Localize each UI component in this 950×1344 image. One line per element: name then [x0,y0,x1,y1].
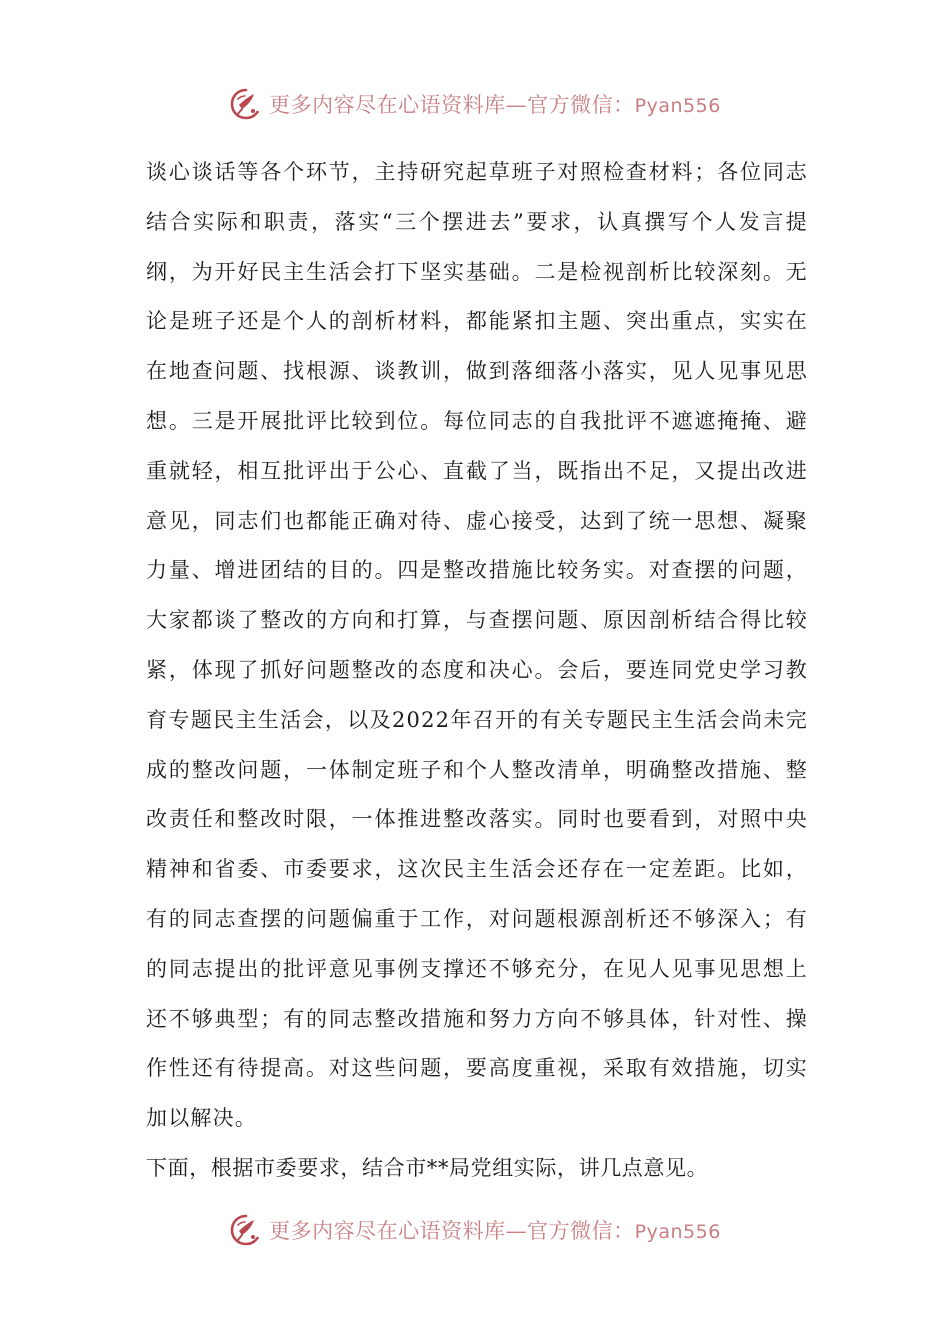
pen-nib-seal-icon [229,1213,263,1247]
body-paragraph-2: 下面，根据市委要求，结合市**局党组实际，讲几点意见。 [146,1155,709,1180]
body-paragraph-1: 谈心谈话等各个环节，主持研究起草班子对照检查材料；各位同志结合实际和职责，落实“三个摆进去”要求，认真撰写个人发言提纲，为开好民主生活会打下坚实基础。二是检视剖析比较深刻。无论是班子还是个人的剖析材料，都能紧扣主题、突出重点，实实在在地查问题、找根源、谈教训，做到落细落小落实，见人见事见思想。三是开展批评比较到位。每位同志的自我批评不遮遮掩掩、避重就轻，相互批评出于公心、直截了当，既指出不足，又提出改进意见，同志们也都能正确对待、虚心接受，达到了统一思想、凝聚力量、增进团结的目的。四是整改措施比较务实。对查摆的问题，大家都谈了整改的方向和打算，与查摆问题、原因剖析结合得比较紧，体现了抓好问题整改的态度和决心。会后，要连同党史学习教育专题民主生活会，以及2022年召开的有关专题民主生活会尚未完成的整改问题，一体制定班子和个人整改清单，明确整改措施、整改责任和整改时限，一体推进整改落实。同时也要看到，对照中央精神和省委、市委要求，这次民主生活会还存在一定差距。比如，有的同志查摆的问题偏重于工作，对问题根源剖析还不够深入；有的同志提出的批评意见事例支撑还不够充分，在见人见事见思想上还不够典型；有的同志整改措施和努力方向不够具体，针对性、操作性还有待提高。对这些问题，要高度重视，采取有效措施，切实加以解决。 [146,160,808,1131]
header-banner-wechat-id: Pyan556 [634,95,721,117]
header-banner-text: 更多内容尽在心语资料库—官方微信：Pyan556 [269,93,721,117]
header-banner [0,84,950,124]
footer-banner-wechat-id: Pyan556 [634,1221,721,1243]
document-body [146,148,808,1194]
pen-nib-seal-icon [229,87,263,121]
footer-banner-text: 更多内容尽在心语资料库—官方微信：Pyan556 [269,1219,721,1243]
footer-banner [0,1210,950,1250]
